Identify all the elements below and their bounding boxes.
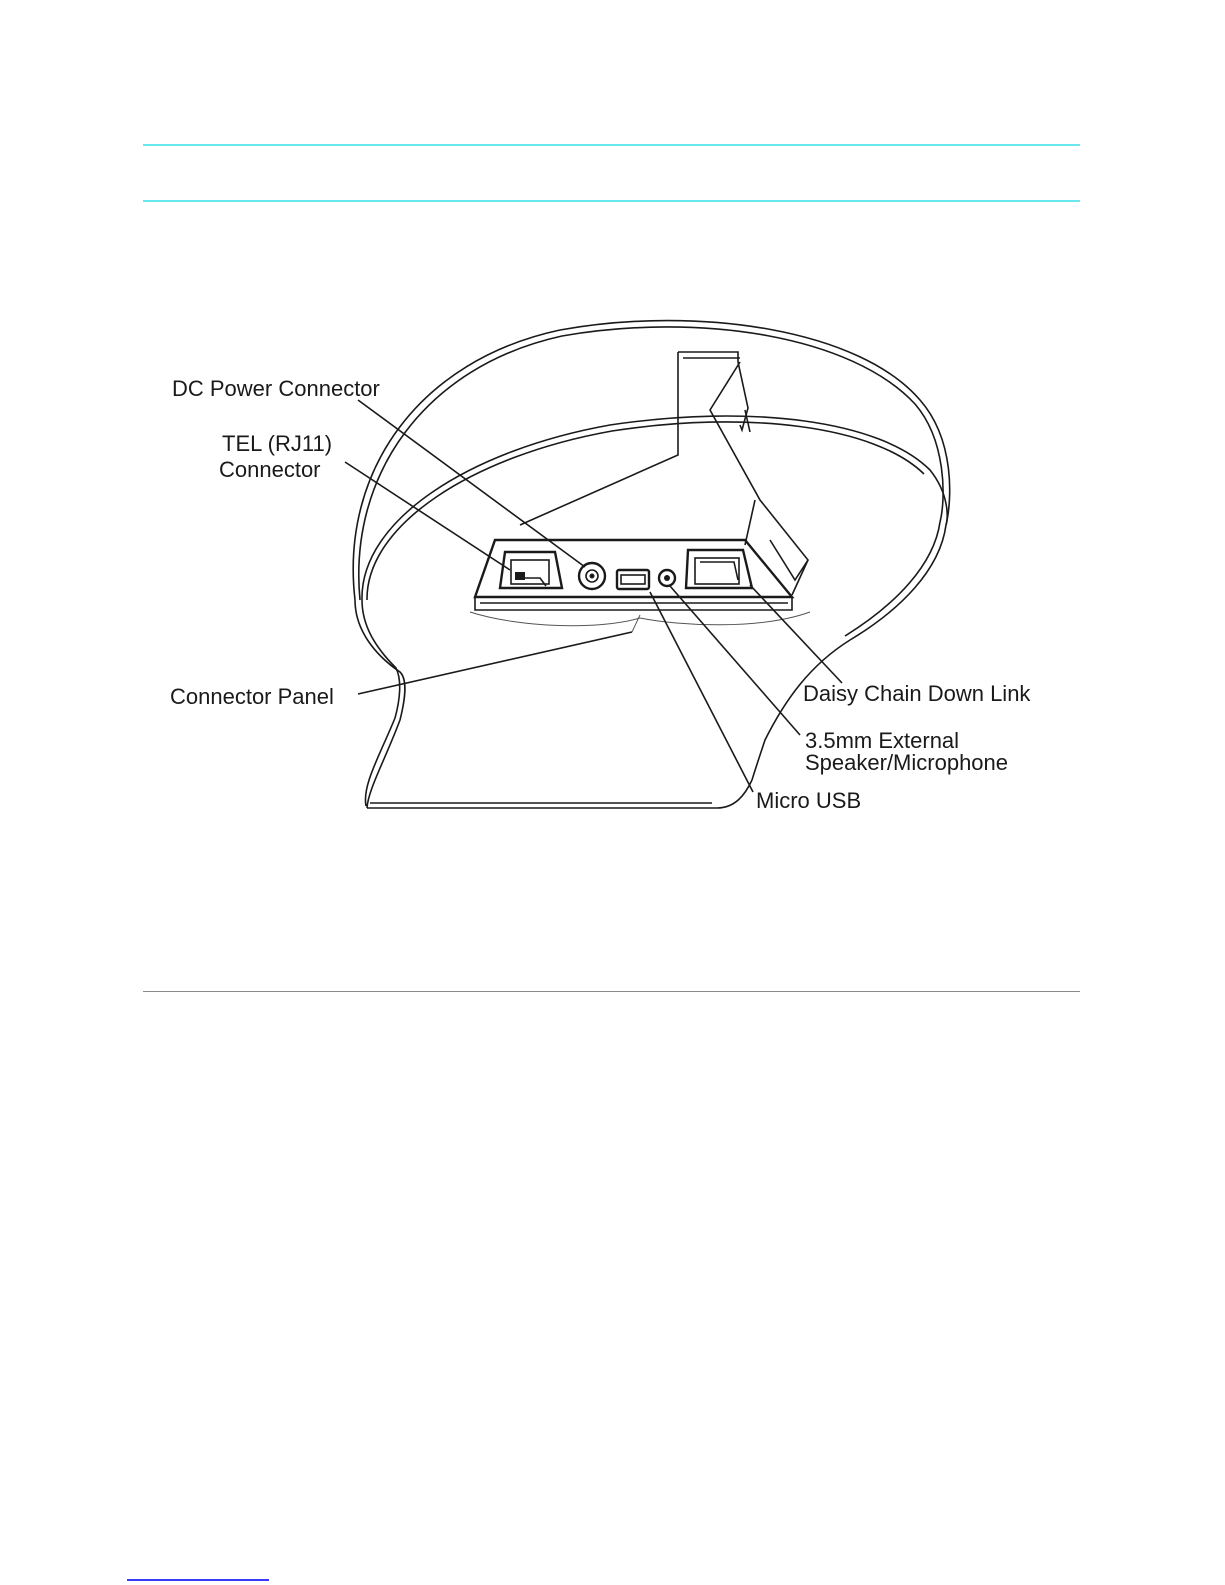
leader-daisy-chain [750,585,842,683]
dc-jack [579,563,605,589]
leader-dc-power [358,400,585,567]
audio-jack [659,570,675,586]
label-connector-panel: Connector Panel [170,684,334,709]
stand [520,352,808,595]
section-divider [143,991,1080,992]
label-audio-line2: Speaker/Microphone [805,750,1009,775]
leader-connector-panel [358,632,632,694]
leader-tel [345,462,510,570]
label-micro-usb: Micro USB [756,788,862,813]
label-daisy-chain: Daisy Chain Down Link [803,681,1031,706]
label-tel-line2: Connector [219,457,321,482]
micro-usb-port [617,570,649,589]
daisy-chain-port [686,550,752,588]
label-dc-power: DC Power Connector [172,376,380,401]
label-audio-line1: 3.5mm External [805,728,960,753]
leader-audio [670,586,800,735]
label-tel-line1: TEL (RJ11) [222,431,333,456]
footer-link-underline[interactable] [127,1579,269,1581]
